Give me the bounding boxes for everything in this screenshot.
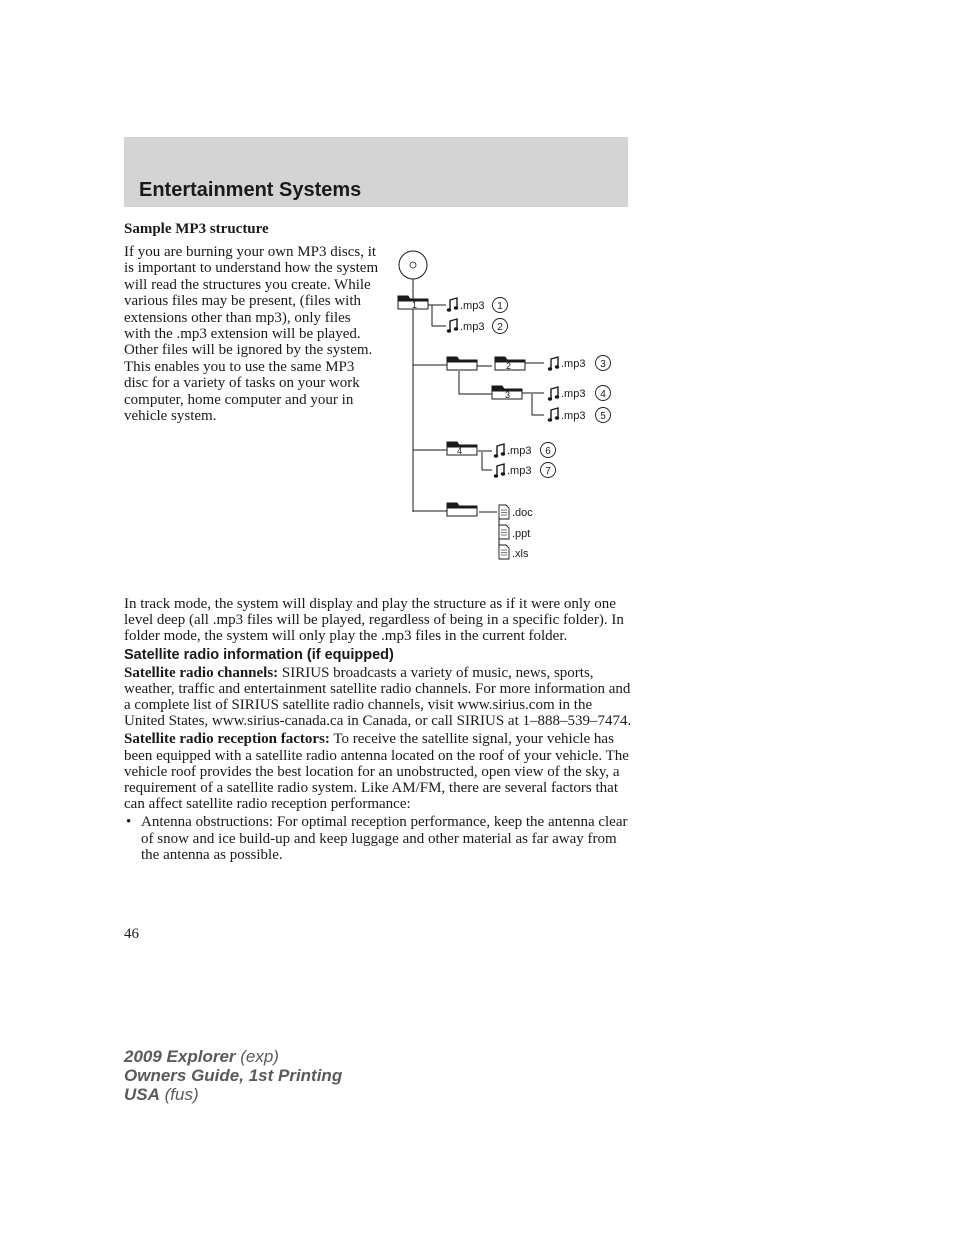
music-note-icon <box>447 319 458 333</box>
track-number: 3 <box>600 359 606 370</box>
disc-icon <box>399 251 427 279</box>
track-number: 4 <box>600 389 606 400</box>
file-extension: .mp3 <box>561 410 586 422</box>
footer-line-region: USA (fus) <box>124 1085 199 1104</box>
track-mode-paragraph: In track mode, the system will display and play the structure as if it were only one level deep (all .mp3 files will be played, regardless of being in a specific folder). In folder mode, the system will only play the .mp3 files in the current folder. <box>124 596 624 645</box>
page-number: 46 <box>124 926 139 942</box>
track-number: 7 <box>545 466 551 477</box>
satellite-channels-text: SIRIUS broadcasts a variety of music, news, sports, weather, traffic and entertainment satellite radio channels. For more information and a complete list of SIRIUS satellite radio channels, visit www.sirius.com in the United States, www.sirius-canada.ca in Canada, or call SIRIUS at 1–888–539–7474. <box>124 664 632 730</box>
file-extension: .xls <box>512 548 529 560</box>
file-extension: .mp3 <box>561 358 586 370</box>
document-icon <box>499 525 509 539</box>
track-number: 2 <box>497 322 503 333</box>
folder-icon <box>447 442 477 456</box>
file-mp3 <box>548 356 611 371</box>
reception-factors-list <box>124 814 632 863</box>
folder-icon <box>495 357 525 371</box>
track-number: 5 <box>600 411 606 422</box>
mp3-structure-diagram <box>394 250 614 570</box>
track-number: 6 <box>545 446 551 457</box>
document-footer <box>124 1047 342 1104</box>
list-item: • Antenna obstructions: For optimal reception performance, keep the antenna clear of snow and ice build-up and keep luggage and other material as far away from the antenna as possible. <box>126 814 628 863</box>
bullet-icon: • <box>126 814 132 831</box>
file-extension: .mp3 <box>561 388 586 400</box>
satellite-radio-heading: Satellite radio information (if equipped) <box>124 646 394 663</box>
file-document <box>499 505 533 519</box>
satellite-channels-label: Satellite radio channels: <box>124 664 279 681</box>
file-mp3 <box>548 386 611 401</box>
file-extension: .mp3 <box>460 321 485 333</box>
page-title: Entertainment Systems <box>139 179 362 201</box>
folder-icon <box>447 357 477 370</box>
document-icon <box>499 545 509 559</box>
footer-line-model: 2009 Explorer (exp) <box>124 1047 279 1066</box>
music-note-icon <box>494 444 505 458</box>
mp3-structure-heading: Sample MP3 structure <box>124 221 269 237</box>
footer-line-guide: Owners Guide, 1st Printing <box>124 1066 343 1085</box>
file-extension: .mp3 <box>460 300 485 312</box>
document-icon <box>499 505 509 519</box>
file-mp3 <box>447 319 508 334</box>
music-note-icon <box>548 387 559 401</box>
reception-factors-label: Satellite radio reception factors: <box>124 731 330 748</box>
file-mp3 <box>494 443 556 458</box>
section-header-band <box>124 137 628 207</box>
file-document <box>499 525 530 540</box>
file-extension: .doc <box>512 507 533 519</box>
file-extension: .mp3 <box>507 465 532 477</box>
reception-factors-text: To receive the satellite signal, your vehicle has been equipped with a satellite radio antenna located on the roof of your vehicle. The vehicle roof provides the best location for an unobstructed, open view of the sky, a requirement of a satellite radio system. Like AM/FM, there are several factors that can affect satellite radio reception performance: <box>124 731 629 813</box>
file-mp3 <box>447 298 508 313</box>
folder-number: 1 <box>412 300 418 310</box>
folder-icon <box>447 503 477 516</box>
file-extension: .mp3 <box>507 445 532 457</box>
music-note-icon <box>494 464 505 478</box>
music-note-icon <box>548 357 559 371</box>
folder-number: 3 <box>505 390 511 400</box>
mp3-intro-paragraph: If you are burning your own MP3 discs, it is important to understand how the system will read the structures you create. While various files may be present, (files with extensions other than mp3), only files with the .mp3 extension will be played. Other files will be ignored by the system. This enables you to use the same MP3 disc for a variety of tasks on your work computer, home computer and your in vehicle system. <box>124 244 379 425</box>
reception-factors-paragraph <box>124 731 632 812</box>
music-note-icon <box>548 408 559 422</box>
file-extension: .ppt <box>512 528 531 540</box>
file-mp3 <box>548 408 611 423</box>
file-mp3 <box>494 463 556 478</box>
body-text <box>124 596 632 863</box>
folder-number: 4 <box>457 446 463 456</box>
folder-icon <box>492 386 522 400</box>
folder-number: 2 <box>506 361 512 371</box>
satellite-channels-paragraph <box>124 665 632 730</box>
track-number: 1 <box>497 301 503 312</box>
music-note-icon <box>447 298 458 312</box>
file-document <box>499 545 529 560</box>
